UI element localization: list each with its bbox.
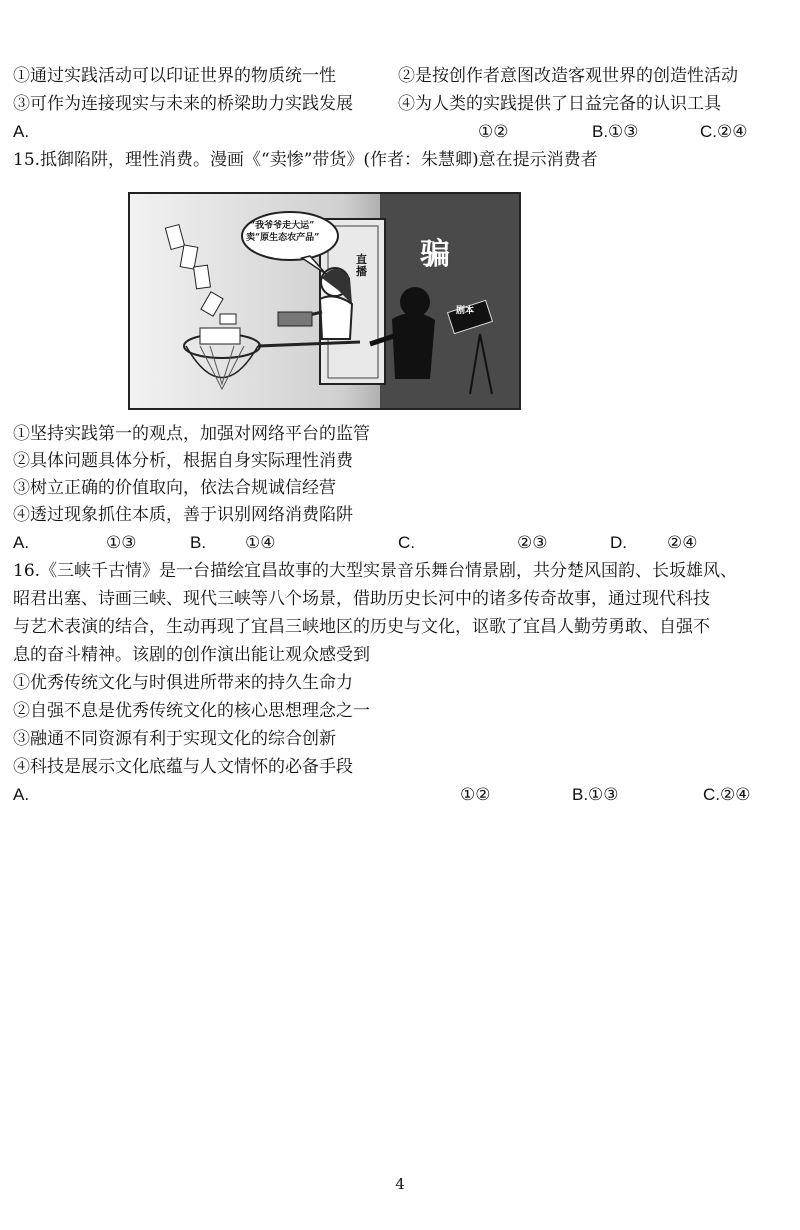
q14-answer-c: C.②④ <box>700 122 748 141</box>
q16-option-3: ③融通不同资源有利于实现文化的综合创新 <box>13 729 336 749</box>
q16-stem-line-2: 昭君出塞、诗画三峡、现代三峡等八个场景，借助历史长河中的诸多传奇故事，通过现代科技 <box>13 589 710 609</box>
q16-stem-line-1: 16.《三峡千古情》是一台描绘宜昌故事的大型实景音乐舞台情景剧，共分楚风国韵、长坂雄风、 <box>13 561 738 581</box>
q14-option-3: ③可作为连接现实与未来的桥梁助力实践发展 <box>13 94 353 114</box>
q14-answer-a-label: A. <box>13 122 30 141</box>
q15-answer-b-value: ①④ <box>245 533 276 552</box>
page-number: 4 <box>395 1175 405 1193</box>
q16-option-4: ④科技是展示文化底蕴与人文情怀的必备手段 <box>13 757 353 777</box>
q15-answer-c-value: ②③ <box>517 533 548 552</box>
q15-answer-b-label: B. <box>190 533 207 552</box>
live-sign: 直播 <box>356 253 367 278</box>
q14-answer-b: B.①③ <box>592 122 639 141</box>
bubble-line-2: 卖“原生态农产品” <box>246 233 320 243</box>
q15-option-1: ①坚持实践第一的观点，加强对网络平台的监管 <box>13 424 370 444</box>
q15-answer-c-label: C. <box>398 533 415 552</box>
q14-answer-a-value: ①② <box>478 122 509 141</box>
scam-character: 骗 <box>420 237 450 272</box>
q15-cartoon <box>128 192 521 410</box>
q15-option-2: ②具体问题具体分析，根据自身实际理性消费 <box>13 451 353 471</box>
q15-option-4: ④透过现象抓住本质，善于识别网络消费陷阱 <box>13 505 353 525</box>
q16-option-1: ①优秀传统文化与时俱进所带来的持久生命力 <box>13 673 353 693</box>
q16-stem-line-3: 与艺术表演的结合，生动再现了宜昌三峡地区的历史与文化，讴歌了宜昌人勤劳勇敢、自强不 <box>13 617 710 637</box>
q14-option-4: ④为人类的实践提供了日益完备的认识工具 <box>398 94 721 114</box>
q15-option-3: ③树立正确的价值取向，依法合规诚信经营 <box>13 478 336 498</box>
q14-option-1: ①通过实践活动可以印证世界的物质统一性 <box>13 66 336 86</box>
q16-answer-a-value: ①② <box>460 785 491 804</box>
q15-stem: 15.抵御陷阱，理性消费。漫画《“卖惨”带货》(作者：朱慧卿)意在提示消费者 <box>13 150 598 170</box>
script-sign: 剧本 <box>456 306 475 316</box>
cartoon-drawing <box>130 194 519 408</box>
q16-answer-a-label: A. <box>13 785 30 804</box>
q16-stem-line-4: 息的奋斗精神。该剧的创作演出能让观众感受到 <box>13 645 370 665</box>
q14-option-2: ②是按创作者意图改造客观世界的创造性活动 <box>398 66 738 86</box>
q16-option-2: ②自强不息是优秀传统文化的核心思想理念之一 <box>13 701 370 721</box>
q15-answer-a-value: ①③ <box>106 533 137 552</box>
bubble-line-1: “我爷爷走大运” <box>250 221 315 231</box>
q15-answer-d-value: ②④ <box>667 533 698 552</box>
q15-answer-d-label: D. <box>610 533 627 552</box>
q16-answer-b: B.①③ <box>572 785 619 804</box>
q16-answer-c: C.②④ <box>703 785 751 804</box>
q15-answer-a-label: A. <box>13 533 30 552</box>
